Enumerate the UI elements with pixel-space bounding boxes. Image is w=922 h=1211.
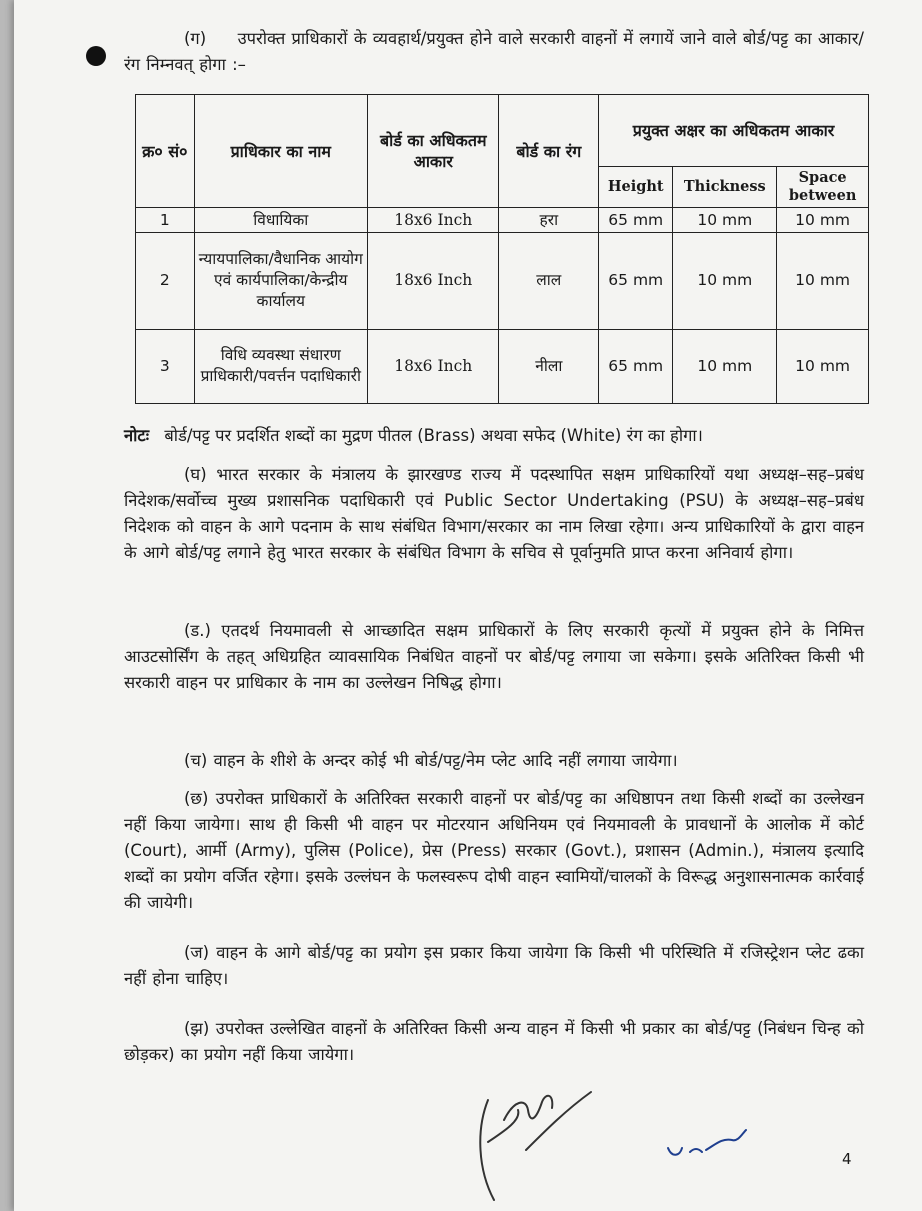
paragraph-g-marker: (ग) xyxy=(184,29,207,48)
note-text: बोर्ड/पट्ट पर प्रदर्शित शब्दों का मुद्रण पीतल (Brass) अथवा सफेद (White) रंग का होगा। xyxy=(164,426,703,445)
cell-color: लाल xyxy=(499,233,599,330)
cell-thickness: 10 mm xyxy=(673,329,777,403)
cell-max-size: 18x6 Inch xyxy=(368,329,499,403)
paragraph-gh xyxy=(124,462,864,566)
cell-max-size: 18x6 Inch xyxy=(368,208,499,233)
cell-max-size: 18x6 Inch xyxy=(368,233,499,330)
cell-color: नीला xyxy=(499,329,599,403)
paragraph-d xyxy=(124,618,864,696)
paragraph-ch-text: (च) वाहन के शीशे के अन्दर कोई भी बोर्ड/पट्ट/नेम प्लेट आदि नहीं लगाया जायेगा। xyxy=(184,751,678,770)
table-row xyxy=(136,208,869,233)
paragraph-g xyxy=(124,26,864,78)
header-authority: प्राधिकार का नाम xyxy=(194,95,367,208)
cell-color: हरा xyxy=(499,208,599,233)
punch-hole xyxy=(86,46,106,66)
cell-authority: विधायिका xyxy=(194,208,367,233)
header-height: Height xyxy=(599,167,673,208)
paragraph-gh-text: (घ) भारत सरकार के मंत्रालय के झारखण्ड राज्य में पदस्थापित सक्षम प्राधिकारियों यथा अध्यक्ष–सह–प्रबंध निदेशक/सर्वोच्च मुख्य प्रशासनिक पदाधिकारी एवं Public Sector Undertaking (PSU) के अध्यक्ष–सह–प्रबंध निदेशक को वाहन के आगे पदनाम के साथ संबंधित विभाग/सरकार का नाम लिखा रहेगा। अन्य प्राधिकारियों के द्वारा वाहन के आगे बोर्ड/पट्ट लगाने हेतु भारत सरकार के संबंधित विभाग के सचिव से पूर्वानुमति प्राप्त करना अनिवार्य होगा। xyxy=(124,465,864,562)
board-size-table xyxy=(135,94,869,404)
paragraph-g-text: उपरोक्त प्राधिकारों के व्यवहार्थ/प्रयुक्त होने वाले सरकारी वाहनों में लगायें जाने वाले बोर्ड/पट्ट का आकार/रंग निम्नवत् होगा :– xyxy=(124,29,864,74)
header-thickness: Thickness xyxy=(673,167,777,208)
header-serial: क्र० सं० xyxy=(136,95,195,208)
paragraph-chh xyxy=(124,786,864,916)
paragraph-d-text: (ड.) एतदर्थ नियमावली से आच्छादित सक्षम प्राधिकारों के लिए सरकारी कृत्यों में प्रयुक्त होने के निमित्त आउटसोर्सिंग के तहत् अधिग्रहित व्यावसायिक निबंधित वाहनों पर बोर्ड/पट्ट लगाया जा सकेगा। इसके अतिरिक्त किसी भी सरकारी वाहन पर प्राधिकार के नाम का उल्लेखन निषिद्ध होगा। xyxy=(124,621,864,692)
note-label: नोटः xyxy=(124,426,150,445)
paragraph-j-text: (ज) वाहन के आगे बोर्ड/पट्ट का प्रयोग इस प्रकार किया जायेगा कि किसी भी परिस्थिति में रजिस्ट्रेशन प्लेट ढका नहीं होना चाहिए। xyxy=(124,943,864,988)
header-letters: प्रयुक्त अक्षर का अधिकतम आकार xyxy=(599,95,869,167)
cell-height: 65 mm xyxy=(599,233,673,330)
note xyxy=(124,423,864,449)
document-page xyxy=(14,0,922,1211)
cell-thickness: 10 mm xyxy=(673,233,777,330)
paragraph-jh-text: (झ) उपरोक्त उल्लेखित वाहनों के अतिरिक्त किसी अन्य वाहन में किसी भी प्रकार का बोर्ड/पट्ट (निबंधन चिन्ह को छोड़कर) का प्रयोग नहीं किया जायेगा। xyxy=(124,1019,864,1064)
cell-serial: 1 xyxy=(136,208,195,233)
cell-space: 10 mm xyxy=(777,208,869,233)
cell-space: 10 mm xyxy=(777,233,869,330)
signature xyxy=(466,1080,606,1210)
header-max-size: बोर्ड का अधिकतम आकार xyxy=(368,95,499,208)
paragraph-chh-text: (छ) उपरोक्त प्राधिकारों के अतिरिक्त सरकारी वाहनों पर बोर्ड/पट्ट का अधिष्ठापन तथा किसी शब्दों का उल्लेखन नहीं किया जायेगा। साथ ही किसी भी वाहन पर मोटरयान अधिनियम एवं नियमावली के प्रावधानों के आलोक में कोर्ट (Court), आर्मी (Army), पुलिस (Police), प्रेस (Press) सरकार (Govt.), प्रशासन (Admin.), मंत्रालय इत्यादि शब्दों का प्रयोग वर्जित रहेगा। इसके उल्लंघन के फलस्वरूप दोषी वाहन स्वामियों/चालकों के विरूद्ध अनुशासनात्मक कार्रवाई की जायेगी। xyxy=(124,789,864,912)
cell-height: 65 mm xyxy=(599,208,673,233)
cell-authority: विधि व्यवस्था संधारण प्राधिकारी/पवर्त्तन पदाधिकारी xyxy=(194,329,367,403)
initials-mark xyxy=(662,1118,752,1168)
page-number: 4 xyxy=(842,1150,852,1168)
cell-height: 65 mm xyxy=(599,329,673,403)
cell-thickness: 10 mm xyxy=(673,208,777,233)
cell-serial: 2 xyxy=(136,233,195,330)
paragraph-j xyxy=(124,940,864,992)
paragraph-ch xyxy=(124,748,864,774)
table-row xyxy=(136,329,869,403)
header-space: Space between xyxy=(777,167,869,208)
table-row xyxy=(136,233,869,330)
paragraph-jh xyxy=(124,1016,864,1068)
cell-serial: 3 xyxy=(136,329,195,403)
cell-space: 10 mm xyxy=(777,329,869,403)
header-color: बोर्ड का रंग xyxy=(499,95,599,208)
cell-authority: न्यायपालिका/वैधानिक आयोग एवं कार्यपालिका/केन्द्रीय कार्यालय xyxy=(194,233,367,330)
